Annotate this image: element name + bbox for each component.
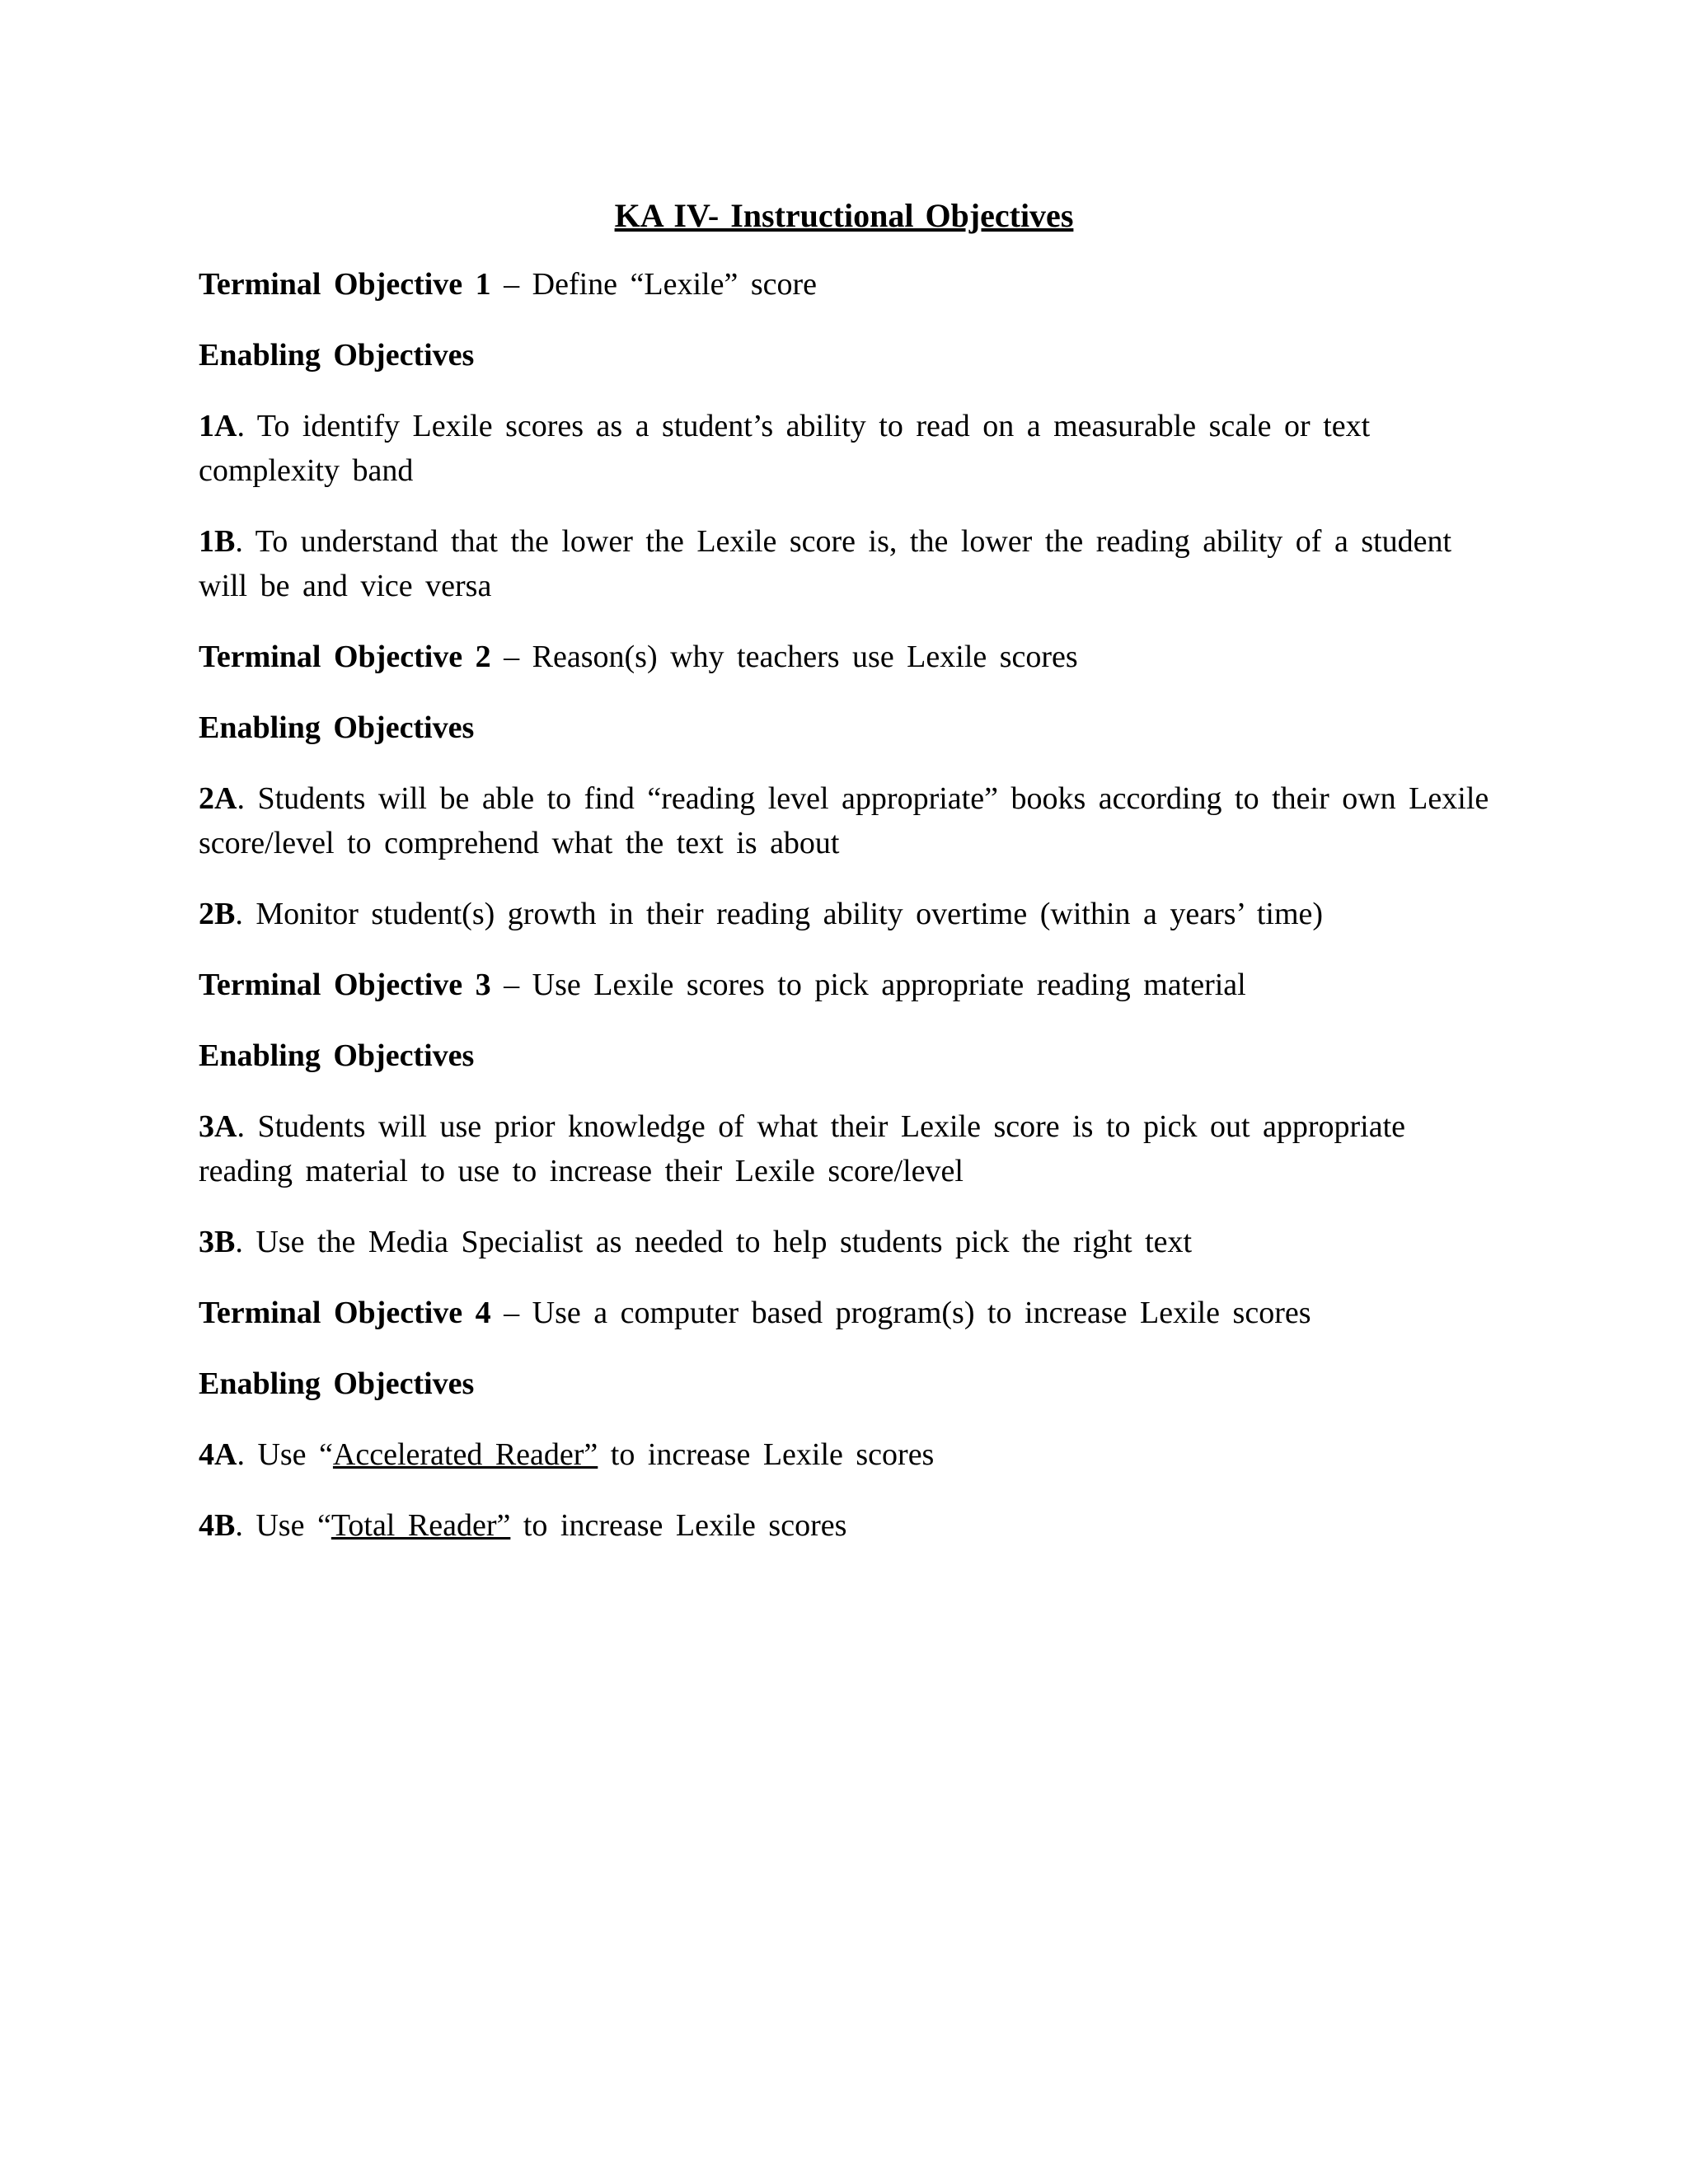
terminal-objective-label: Terminal Objective 4	[199, 1296, 491, 1330]
objective-text: . To understand that the lower the Lexile score is, the lower the reading ability of a student	[235, 524, 1452, 559]
enabling-objective-3a	[199, 1104, 1501, 1193]
objective-label: 3A	[199, 1109, 237, 1144]
enabling-objective-1b	[199, 519, 1501, 608]
objective-text-continued: reading material to use to increase their Lexile score/level	[199, 1154, 964, 1188]
terminal-objective-1	[199, 262, 1501, 307]
dash: –	[490, 968, 532, 1002]
dash: –	[490, 640, 532, 674]
enabling-objective-2a	[199, 776, 1501, 865]
terminal-objective-label: Terminal Objective 3	[199, 968, 491, 1002]
enabling-objectives-heading: Enabling Objectives	[199, 338, 475, 373]
objective-text: . Use the Media Specialist as needed to help students pick the right text	[235, 1225, 1193, 1259]
terminal-objective-label: Terminal Objective 2	[199, 640, 491, 674]
terminal-objective-label: Terminal Objective 1	[199, 267, 491, 302]
objective-label: 4B	[199, 1508, 236, 1543]
enabling-objective-4a	[199, 1432, 1501, 1477]
enabling-objective-1a	[199, 404, 1501, 493]
objective-text-continued: score/level to comprehend what the text is about	[199, 826, 840, 860]
page-title: KA IV- Instructional Objectives	[614, 197, 1074, 234]
objective-text: . Students will be able to find “reading level appropriate” books according to their own Lexile	[237, 781, 1489, 816]
objective-text-pre: . Use “	[237, 1437, 333, 1472]
objective-label: 1A	[199, 409, 237, 443]
objective-label: 4A	[199, 1437, 237, 1472]
dash: –	[490, 267, 532, 302]
dash: –	[490, 1296, 532, 1330]
objective-label: 2A	[199, 781, 237, 816]
enabling-objective-3b	[199, 1220, 1501, 1264]
terminal-objective-2	[199, 635, 1501, 679]
objective-text-post: to increase Lexile scores	[510, 1508, 847, 1543]
terminal-objective-4	[199, 1291, 1501, 1335]
objective-text: . To identify Lexile scores as a student’s ability to read on a measurable scale or text	[237, 409, 1371, 443]
enabling-objectives-heading: Enabling Objectives	[199, 1038, 475, 1073]
enabling-objective-2b	[199, 892, 1501, 936]
program-name-accelerated-reader: Accelerated Reader”	[332, 1437, 598, 1472]
terminal-objective-text: Reason(s) why teachers use Lexile scores	[532, 640, 1078, 674]
objective-text-continued: complexity band	[199, 453, 414, 488]
objective-text-continued: will be and vice versa	[199, 569, 492, 603]
terminal-objective-text: Use Lexile scores to pick appropriate reading material	[532, 968, 1246, 1002]
objective-text: . Students will use prior knowledge of what their Lexile score is to pick out appropriate	[237, 1109, 1406, 1144]
objective-label: 2B	[199, 897, 236, 931]
objective-text: . Monitor student(s) growth in their reading ability overtime (within a years’ time)	[235, 897, 1324, 931]
objective-label: 3B	[199, 1225, 236, 1259]
terminal-objective-text: Define “Lexile” score	[532, 267, 818, 302]
objective-text-pre: . Use “	[235, 1508, 331, 1543]
enabling-objective-4b	[199, 1503, 1501, 1548]
enabling-objectives-heading: Enabling Objectives	[199, 710, 475, 745]
terminal-objective-text: Use a computer based program(s) to increase Lexile scores	[532, 1296, 1311, 1330]
objective-text-post: to increase Lexile scores	[598, 1437, 935, 1472]
objective-label: 1B	[199, 524, 236, 559]
enabling-objectives-heading: Enabling Objectives	[199, 1366, 475, 1401]
program-name-total-reader: Total Reader”	[331, 1508, 511, 1543]
terminal-objective-3	[199, 963, 1501, 1007]
